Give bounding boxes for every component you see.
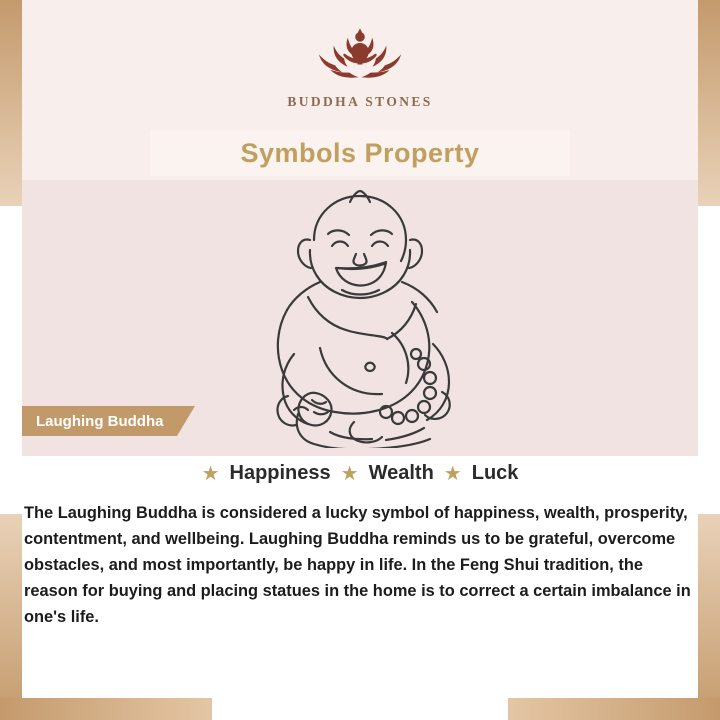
laughing-buddha-illustration: [190, 178, 530, 448]
keyword-item: Luck: [471, 462, 519, 484]
page-title: Symbols Property: [240, 137, 480, 168]
brand-logo: [0, 26, 720, 110]
keyword-list: [22, 462, 698, 485]
star-icon: ★: [201, 462, 220, 485]
section-title-banner: [150, 130, 570, 176]
star-icon: ★: [443, 462, 462, 485]
ribbon-tail: [177, 406, 195, 436]
illustration-caption-label: Laughing Buddha: [36, 412, 164, 430]
keyword-item: Happiness: [229, 462, 331, 484]
corner-frame-right-bottom: [698, 514, 720, 720]
keyword-item: Wealth: [368, 462, 434, 484]
corner-frame-bottom-right: [508, 698, 720, 720]
star-icon: ★: [340, 462, 359, 485]
lotus-meditation-icon: [290, 26, 430, 88]
corner-frame-left-bottom: [0, 514, 22, 720]
description-text: The Laughing Buddha is considered a lucky symbol of happiness, wealth, prosperity, contentment, and wellbeing. Laughing Buddha reminds us to be grateful, overcome obstacles, and most importantly, be happy in life. In the Feng Shui tradition, the reason for buying and placing statues in the home is to correct a certain imbalance in one's life.: [24, 504, 691, 626]
corner-frame-bottom-left: [0, 698, 212, 720]
brand-wordmark: BUDDHA STONES: [287, 94, 433, 109]
illustration-caption-ribbon: [22, 406, 195, 436]
